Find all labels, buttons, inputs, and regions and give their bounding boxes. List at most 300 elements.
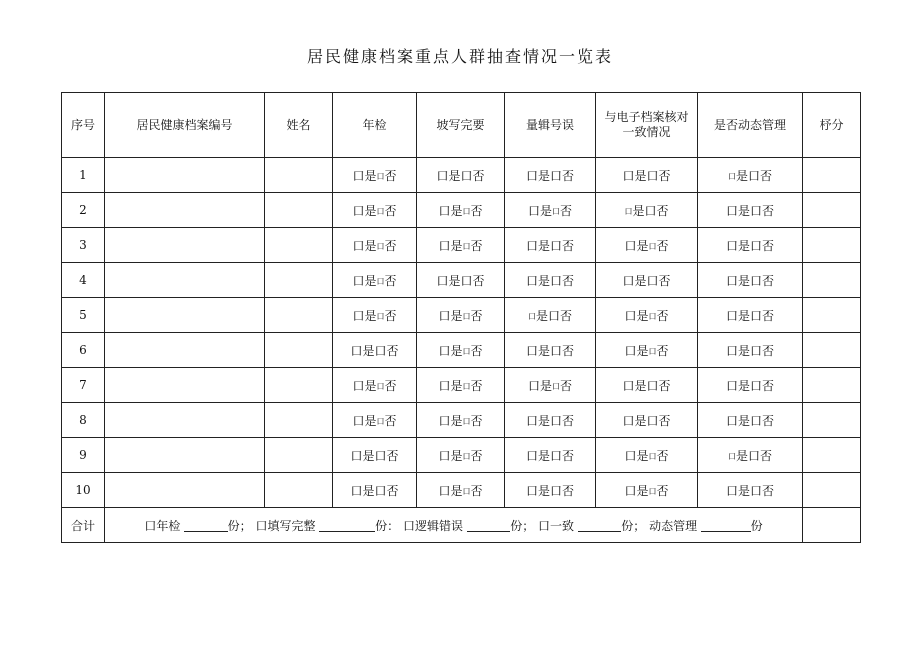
no-checkbox-icon[interactable]: 口 (376, 381, 385, 391)
record-number-cell[interactable] (105, 228, 265, 263)
no-label: 否 (762, 378, 775, 393)
yes-checkbox-icon[interactable]: 口 (352, 273, 365, 288)
yes-label: 是 (632, 203, 645, 218)
no-label: 否 (562, 413, 575, 428)
yes-label: 是 (448, 168, 461, 183)
yes-label: 是 (737, 483, 750, 498)
summary-unit: 份； (227, 518, 252, 533)
score-cell[interactable] (803, 438, 861, 473)
no-checkbox-icon[interactable]: 口 (550, 343, 563, 358)
table-row (62, 298, 861, 333)
yes-no-option (436, 167, 484, 184)
record-number-cell[interactable] (105, 403, 265, 438)
yes-label: 是 (634, 273, 647, 288)
checkbox-cell (505, 228, 596, 263)
yes-no-option (526, 447, 574, 464)
no-label: 否 (470, 343, 483, 358)
yes-checkbox-icon[interactable]: 口 (352, 238, 365, 253)
summary-blank-field[interactable] (319, 519, 375, 532)
yes-no-option (624, 482, 668, 499)
yes-checkbox-icon[interactable]: 口 (350, 448, 363, 463)
no-label: 否 (562, 238, 575, 253)
no-label: 否 (562, 343, 575, 358)
name-cell[interactable] (265, 333, 333, 368)
no-checkbox-icon[interactable]: 口 (648, 311, 657, 321)
yes-label: 是 (535, 308, 548, 323)
yes-label: 是 (364, 238, 377, 253)
yes-label: 是 (364, 273, 377, 288)
no-label: 否 (472, 273, 485, 288)
score-cell[interactable] (803, 298, 861, 333)
inspection-table (61, 92, 861, 543)
no-label: 否 (762, 343, 775, 358)
checkbox-cell (333, 368, 417, 403)
header-logic-error: 量辑号误 (505, 93, 596, 158)
no-label: 否 (470, 483, 483, 498)
no-label: 否 (562, 448, 575, 463)
no-checkbox-icon[interactable]: 口 (376, 171, 385, 181)
yes-no-option (728, 447, 772, 464)
no-checkbox-icon[interactable]: 口 (747, 168, 760, 183)
yes-no-option (624, 202, 668, 219)
yes-no-option (528, 202, 572, 219)
yes-checkbox-icon[interactable]: 口 (438, 203, 451, 218)
yes-checkbox-icon[interactable]: 口 (725, 238, 738, 253)
yes-no-option (438, 237, 482, 254)
table-row (62, 158, 861, 193)
no-checkbox-icon[interactable]: 口 (552, 381, 560, 391)
checkbox-cell (698, 438, 803, 473)
yes-checkbox-icon[interactable]: 口 (527, 311, 536, 321)
no-label: 否 (762, 238, 775, 253)
checkbox-cell (417, 298, 505, 333)
no-checkbox-icon[interactable]: 口 (750, 413, 763, 428)
yes-no-option (438, 202, 482, 219)
no-checkbox-icon[interactable]: 口 (460, 168, 473, 183)
yes-checkbox-icon[interactable]: 口 (436, 168, 449, 183)
no-checkbox-icon[interactable]: 口 (648, 486, 657, 496)
yes-label: 是 (450, 413, 463, 428)
checkbox-cell (596, 473, 698, 508)
no-label: 否 (656, 448, 669, 463)
yes-no-option (528, 377, 572, 394)
yes-no-option (350, 482, 398, 499)
yes-checkbox-icon[interactable]: 口 (622, 378, 635, 393)
no-label: 否 (386, 483, 399, 498)
no-checkbox-icon[interactable]: 口 (550, 238, 563, 253)
no-label: 否 (656, 238, 669, 253)
yes-checkbox-icon[interactable]: 口 (527, 378, 540, 393)
row-index: 8 (62, 403, 105, 438)
no-checkbox-icon[interactable]: 口 (547, 308, 560, 323)
table-row (62, 193, 861, 228)
no-checkbox-icon[interactable]: 口 (646, 168, 659, 183)
checkbox-cell (698, 228, 803, 263)
yes-no-option (438, 482, 482, 499)
yes-no-option (726, 202, 774, 219)
yes-checkbox-icon[interactable]: 口 (525, 448, 538, 463)
yes-checkbox-icon[interactable]: 口 (438, 483, 451, 498)
name-cell[interactable] (265, 473, 333, 508)
no-checkbox-icon[interactable]: 口 (462, 241, 471, 251)
yes-checkbox-icon[interactable]: 口 (725, 343, 738, 358)
record-number-cell[interactable] (105, 473, 265, 508)
checkbox-cell (417, 368, 505, 403)
yes-checkbox-icon[interactable]: 口 (352, 413, 365, 428)
checkbox-cell (698, 403, 803, 438)
checkbox-cell (417, 193, 505, 228)
no-checkbox-icon[interactable]: 口 (750, 238, 763, 253)
yes-checkbox-icon[interactable]: 口 (525, 343, 538, 358)
name-cell[interactable] (265, 298, 333, 333)
yes-checkbox-icon[interactable]: 口 (624, 483, 637, 498)
name-cell[interactable] (265, 193, 333, 228)
no-label: 否 (384, 168, 397, 183)
no-label: 否 (656, 203, 669, 218)
name-cell[interactable] (265, 263, 333, 298)
checkbox-cell (333, 263, 417, 298)
no-checkbox-icon[interactable]: 口 (750, 378, 763, 393)
no-label: 否 (386, 448, 399, 463)
yes-no-option (624, 447, 668, 464)
checkbox-cell (505, 473, 596, 508)
table-row (62, 263, 861, 298)
checkbox-cell (417, 438, 505, 473)
yes-no-option (352, 272, 396, 289)
no-checkbox-icon[interactable]: 口 (462, 381, 471, 391)
yes-checkbox-icon[interactable]: 口 (622, 273, 635, 288)
summary-blank-field[interactable] (701, 519, 751, 532)
yes-label: 是 (450, 483, 463, 498)
summary-unit: 份； (621, 518, 646, 533)
summary-label: 口填写完整 (255, 518, 316, 533)
yes-label: 是 (735, 448, 748, 463)
yes-label: 是 (450, 448, 463, 463)
yes-label: 是 (636, 343, 649, 358)
yes-checkbox-icon[interactable]: 口 (727, 171, 736, 181)
yes-no-option (726, 272, 774, 289)
no-checkbox-icon[interactable]: 口 (648, 451, 657, 461)
yes-checkbox-icon[interactable]: 口 (622, 168, 635, 183)
yes-label: 是 (362, 448, 375, 463)
yes-no-option (526, 342, 574, 359)
yes-label: 是 (636, 483, 649, 498)
yes-label: 是 (537, 238, 550, 253)
table-body (62, 158, 861, 508)
no-checkbox-icon[interactable]: 口 (462, 416, 471, 426)
checkbox-cell (505, 158, 596, 193)
checkbox-cell (417, 158, 505, 193)
score-cell[interactable] (803, 263, 861, 298)
score-cell[interactable] (803, 193, 861, 228)
yes-checkbox-icon[interactable]: 口 (352, 378, 365, 393)
score-cell[interactable] (803, 228, 861, 263)
yes-label: 是 (537, 343, 550, 358)
checkbox-cell (505, 193, 596, 228)
yes-checkbox-icon[interactable]: 口 (525, 273, 538, 288)
no-checkbox-icon[interactable]: 口 (550, 448, 563, 463)
header-record-number: 居民健康档案编号 (105, 93, 265, 158)
no-checkbox-icon[interactable]: 口 (646, 273, 659, 288)
table-row (62, 403, 861, 438)
summary-unit: 份 (750, 518, 763, 533)
checkbox-cell (596, 368, 698, 403)
yes-checkbox-icon[interactable]: 口 (622, 413, 635, 428)
checkbox-cell (417, 333, 505, 368)
yes-checkbox-icon[interactable]: 口 (725, 378, 738, 393)
yes-checkbox-icon[interactable]: 口 (438, 238, 451, 253)
yes-checkbox-icon[interactable]: 口 (624, 308, 637, 323)
name-cell[interactable] (265, 368, 333, 403)
checkbox-cell (698, 263, 803, 298)
no-label: 否 (470, 308, 483, 323)
yes-label: 是 (539, 378, 552, 393)
checkbox-cell (698, 473, 803, 508)
summary-unit: 份： (375, 518, 400, 533)
score-cell[interactable] (803, 333, 861, 368)
yes-checkbox-icon[interactable]: 口 (350, 483, 363, 498)
no-checkbox-icon[interactable]: 口 (644, 203, 657, 218)
yes-checkbox-icon[interactable]: 口 (525, 413, 538, 428)
no-checkbox-icon[interactable]: 口 (550, 413, 563, 428)
name-cell[interactable] (265, 403, 333, 438)
yes-checkbox-icon[interactable]: 口 (438, 378, 451, 393)
yes-checkbox-icon[interactable]: 口 (624, 206, 633, 216)
yes-no-option (436, 272, 484, 289)
no-checkbox-icon[interactable]: 口 (376, 311, 385, 321)
summary-blank-field[interactable] (578, 519, 621, 532)
header-ehr-consistency-text: 与电子档案核对一致情况 (604, 110, 689, 139)
yes-checkbox-icon[interactable]: 口 (438, 413, 451, 428)
yes-checkbox-icon[interactable]: 口 (725, 413, 738, 428)
no-checkbox-icon[interactable]: 口 (376, 206, 385, 216)
yes-checkbox-icon[interactable]: 口 (438, 448, 451, 463)
yes-no-option (438, 377, 482, 394)
total-summary (105, 508, 803, 543)
no-checkbox-icon[interactable]: 口 (550, 483, 563, 498)
name-cell[interactable] (265, 158, 333, 193)
score-cell[interactable] (803, 403, 861, 438)
no-checkbox-icon[interactable]: 口 (646, 413, 659, 428)
yes-label: 是 (737, 343, 750, 358)
score-cell[interactable] (803, 473, 861, 508)
header-ehr-consistency (596, 93, 698, 158)
checkbox-cell (505, 403, 596, 438)
yes-checkbox-icon[interactable]: 口 (525, 483, 538, 498)
yes-no-option (726, 237, 774, 254)
total-score-cell[interactable] (803, 508, 861, 543)
no-label: 否 (658, 378, 671, 393)
no-checkbox-icon[interactable]: 口 (648, 241, 657, 251)
yes-no-option (526, 167, 574, 184)
yes-no-option (526, 272, 574, 289)
score-cell[interactable] (803, 368, 861, 403)
yes-no-option (726, 412, 774, 429)
yes-checkbox-icon[interactable]: 口 (350, 343, 363, 358)
yes-checkbox-icon[interactable]: 口 (438, 308, 451, 323)
yes-no-option (350, 447, 398, 464)
yes-checkbox-icon[interactable]: 口 (352, 203, 365, 218)
row-index: 6 (62, 333, 105, 368)
yes-checkbox-icon[interactable]: 口 (438, 343, 451, 358)
record-number-cell[interactable] (105, 333, 265, 368)
no-checkbox-icon[interactable]: 口 (462, 311, 471, 321)
checkbox-cell (698, 193, 803, 228)
summary-label: 口年检 (144, 518, 181, 533)
yes-no-option (622, 272, 670, 289)
no-checkbox-icon[interactable]: 口 (462, 486, 471, 496)
summary-label: 动态管理 (649, 518, 698, 533)
no-checkbox-icon[interactable]: 口 (374, 343, 387, 358)
total-row (62, 508, 861, 543)
yes-label: 是 (450, 203, 463, 218)
header-annual-check: 年检 (333, 93, 417, 158)
yes-label: 是 (537, 448, 550, 463)
no-label: 否 (560, 308, 573, 323)
summary-unit: 份； (510, 518, 535, 533)
yes-checkbox-icon[interactable]: 口 (525, 168, 538, 183)
record-number-cell[interactable] (105, 298, 265, 333)
yes-checkbox-icon[interactable]: 口 (624, 238, 637, 253)
no-checkbox-icon[interactable]: 口 (750, 273, 763, 288)
checkbox-cell (505, 263, 596, 298)
no-label: 否 (384, 308, 397, 323)
yes-label: 是 (737, 238, 750, 253)
checkbox-cell (333, 473, 417, 508)
no-label: 否 (762, 413, 775, 428)
no-label: 否 (760, 448, 773, 463)
yes-checkbox-icon[interactable]: 口 (436, 273, 449, 288)
no-checkbox-icon[interactable]: 口 (750, 343, 763, 358)
checkbox-cell (505, 368, 596, 403)
yes-checkbox-icon[interactable]: 口 (725, 203, 738, 218)
yes-no-option (726, 377, 774, 394)
yes-no-option (624, 307, 668, 324)
yes-label: 是 (537, 483, 550, 498)
record-number-cell[interactable] (105, 158, 265, 193)
no-label: 否 (656, 483, 669, 498)
table-row (62, 228, 861, 263)
no-checkbox-icon[interactable]: 口 (376, 416, 385, 426)
no-checkbox-icon[interactable]: 口 (550, 273, 563, 288)
yes-checkbox-icon[interactable]: 口 (527, 203, 540, 218)
checkbox-cell (417, 263, 505, 298)
checkbox-cell (698, 298, 803, 333)
yes-checkbox-icon[interactable]: 口 (352, 168, 365, 183)
yes-label: 是 (450, 343, 463, 358)
record-number-cell[interactable] (105, 368, 265, 403)
summary-label: 口一致 (538, 518, 575, 533)
yes-label: 是 (362, 483, 375, 498)
checkbox-cell (333, 158, 417, 193)
yes-checkbox-icon[interactable]: 口 (727, 451, 736, 461)
yes-label: 是 (634, 168, 647, 183)
no-checkbox-icon[interactable]: 口 (376, 276, 385, 286)
row-index: 3 (62, 228, 105, 263)
no-checkbox-icon[interactable]: 口 (462, 451, 471, 461)
checkbox-cell (333, 333, 417, 368)
no-label: 否 (384, 273, 397, 288)
yes-label: 是 (537, 273, 550, 288)
name-cell[interactable] (265, 228, 333, 263)
checkbox-cell (417, 228, 505, 263)
yes-no-option (528, 307, 572, 324)
no-label: 否 (562, 273, 575, 288)
no-checkbox-icon[interactable]: 口 (552, 206, 560, 216)
no-label: 否 (658, 168, 671, 183)
no-label: 否 (656, 343, 669, 358)
record-number-cell[interactable] (105, 438, 265, 473)
no-checkbox-icon[interactable]: 口 (460, 273, 473, 288)
yes-label: 是 (450, 238, 463, 253)
yes-label: 是 (537, 413, 550, 428)
no-label: 否 (470, 378, 483, 393)
no-label: 否 (384, 413, 397, 428)
no-checkbox-icon[interactable]: 口 (750, 483, 763, 498)
yes-checkbox-icon[interactable]: 口 (725, 308, 738, 323)
no-checkbox-icon[interactable]: 口 (550, 168, 563, 183)
no-checkbox-icon[interactable]: 口 (646, 378, 659, 393)
checkbox-cell (596, 193, 698, 228)
yes-no-option (352, 377, 396, 394)
no-checkbox-icon[interactable]: 口 (750, 203, 763, 218)
checkbox-cell (505, 333, 596, 368)
table-row (62, 438, 861, 473)
no-label: 否 (562, 483, 575, 498)
yes-checkbox-icon[interactable]: 口 (352, 308, 365, 323)
record-number-cell[interactable] (105, 263, 265, 298)
no-checkbox-icon[interactable]: 口 (374, 483, 387, 498)
row-index: 7 (62, 368, 105, 403)
no-checkbox-icon[interactable]: 口 (462, 346, 471, 356)
row-index: 1 (62, 158, 105, 193)
yes-checkbox-icon[interactable]: 口 (725, 483, 738, 498)
summary-blank-field[interactable] (467, 519, 510, 532)
checkbox-cell (698, 333, 803, 368)
no-label: 否 (658, 413, 671, 428)
no-checkbox-icon[interactable]: 口 (376, 241, 385, 251)
score-cell[interactable] (803, 158, 861, 193)
header-serial: 序号 (62, 93, 105, 158)
yes-checkbox-icon[interactable]: 口 (624, 448, 637, 463)
no-label: 否 (472, 168, 485, 183)
summary-blank-field[interactable] (184, 519, 227, 532)
yes-no-option (526, 482, 574, 499)
no-label: 否 (762, 203, 775, 218)
yes-no-option (350, 342, 398, 359)
no-checkbox-icon[interactable]: 口 (747, 448, 760, 463)
no-checkbox-icon[interactable]: 口 (648, 346, 657, 356)
no-label: 否 (762, 308, 775, 323)
no-checkbox-icon[interactable]: 口 (750, 308, 763, 323)
no-checkbox-icon[interactable]: 口 (462, 206, 471, 216)
no-label: 否 (760, 168, 773, 183)
yes-label: 是 (634, 378, 647, 393)
record-number-cell[interactable] (105, 193, 265, 228)
yes-no-option (726, 482, 774, 499)
name-cell[interactable] (265, 438, 333, 473)
checkbox-cell (596, 438, 698, 473)
yes-label: 是 (737, 203, 750, 218)
yes-checkbox-icon[interactable]: 口 (725, 273, 738, 288)
yes-checkbox-icon[interactable]: 口 (624, 343, 637, 358)
no-checkbox-icon[interactable]: 口 (374, 448, 387, 463)
yes-label: 是 (364, 203, 377, 218)
no-label: 否 (560, 378, 573, 393)
table-row (62, 333, 861, 368)
table-row (62, 473, 861, 508)
yes-checkbox-icon[interactable]: 口 (525, 238, 538, 253)
